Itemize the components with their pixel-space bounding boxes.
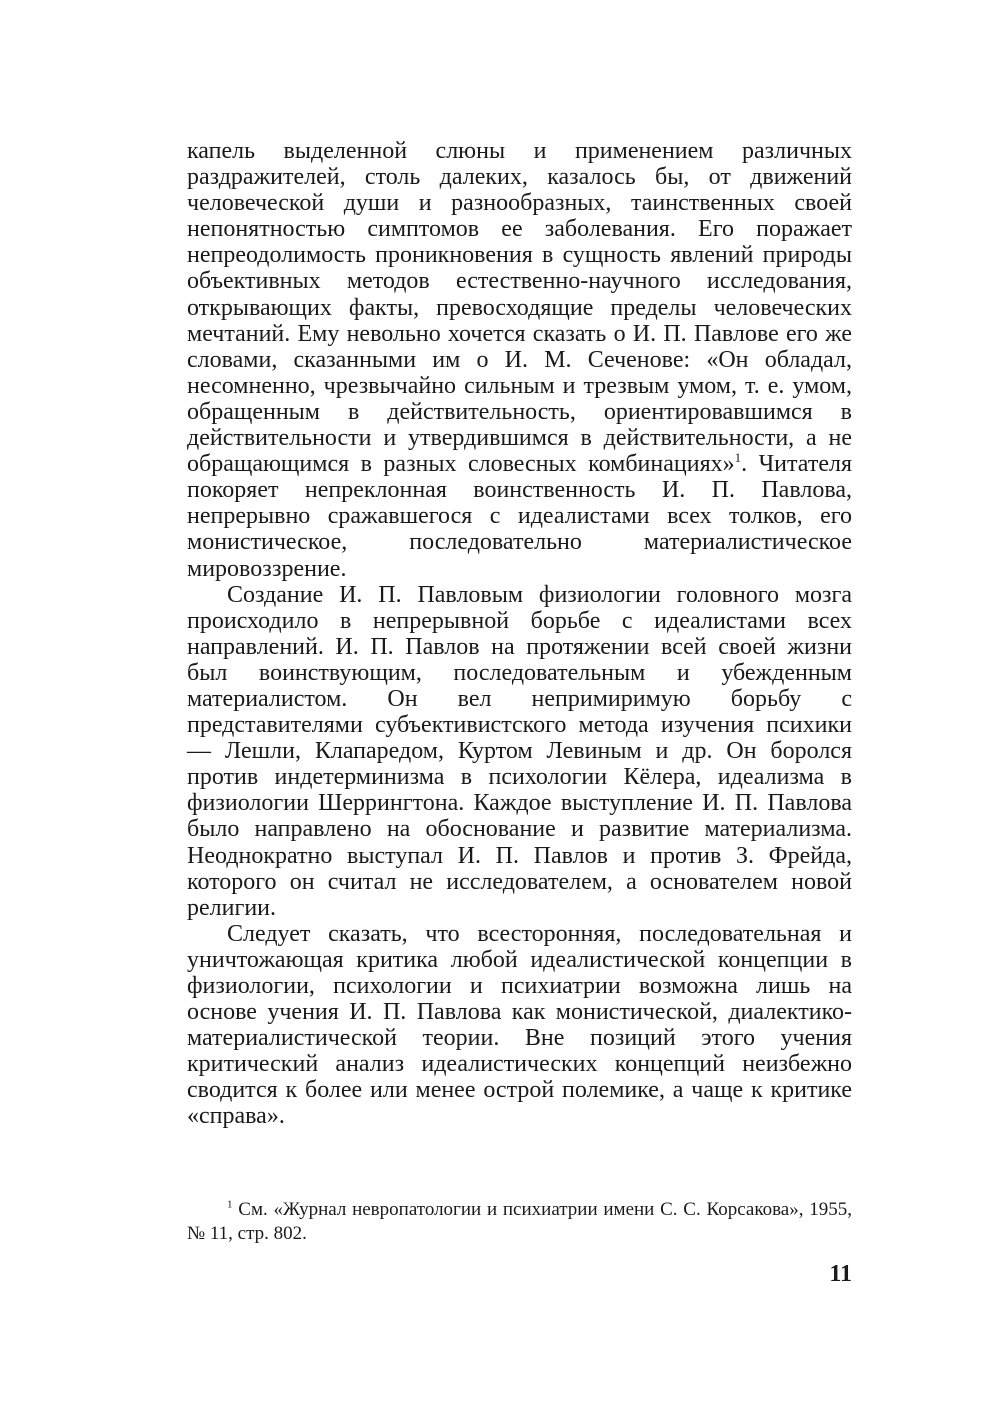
page-number: 11 [829, 1261, 852, 1287]
paragraph-2: Создание И. П. Павловым физиологии головного мозга происходило в непрерывной борьбе с идеалистами всех направлений. И. П. Павлов на протяжении всей своей жизни был воинствующим, последовательным и убежденным материалистом. Он вел непримиримую борьбу с представителями субъективистского метода изучения психики — Лешли, Клапаредом, Куртом Левиным и др. Он боролся против индетерминизма в психологии Кёлера, идеализма в физиологии Шеррингтона. Каждое выступление И. П. Павлова было направлено на обоснование и развитие материализма. Неоднократно выступал И. П. Павлов и против З. Фрейда, которого он считал не исследователем, а основателем новой религии. [187, 581, 852, 921]
paragraph-1 [187, 138, 852, 582]
paragraph-3: Следует сказать, что всесторонняя, последовательная и уничтожающая критика любой идеалистической концепции в физиологии, психологии и психиатрии возможна лишь на основе учения И. П. Павлова как монистической, диалектико-материалистической теории. Вне позиций этого учения критический анализ идеалистических концепций неизбежно сводится к более или менее острой полемике, а чаще к критике «справа». [187, 920, 852, 1130]
paragraph-1-text-after: . Читателя покоряет непреклонная воинственность И. П. Павлова, непрерывно сражавшегося с идеалистами всех толков, его монистическое, последовательно материалистическое мировоззрение. [187, 451, 852, 582]
footnote-text: См. «Журнал невропатологии и психиатрии имени С. С. Корсакова», 1955, № 11, стр. 802. [187, 1199, 852, 1244]
footnote-reference: 1 [734, 450, 742, 466]
paragraph-1-text-before: капель выделенной слюны и применением различных раздражителей, столь далеких, казалось бы, от движений человеческой души и разнообразных, таинственных своей непонятностью симптомов ее заболевания. Его поражает непреодолимость проникновения в сущность явлений природы объективных методов естественно-научного исследования, открывающих факты, превосходящие пределы человеческих мечтаний. Ему невольно хочется сказать о И. П. Павлове его же словами, сказанными им о И. М. Сеченове: «Он обладал, несомненно, чрезвычайно сильным и трезвым умом, т. е. умом, обращенным в действительность, ориентировавшимся в действительности и утвердившимся в действительности, а не обращающимся в разных словесных комбинациях» [187, 138, 852, 478]
main-text [187, 138, 852, 1130]
footnote [187, 1198, 852, 1246]
footnote-marker: 1 [227, 1198, 233, 1211]
